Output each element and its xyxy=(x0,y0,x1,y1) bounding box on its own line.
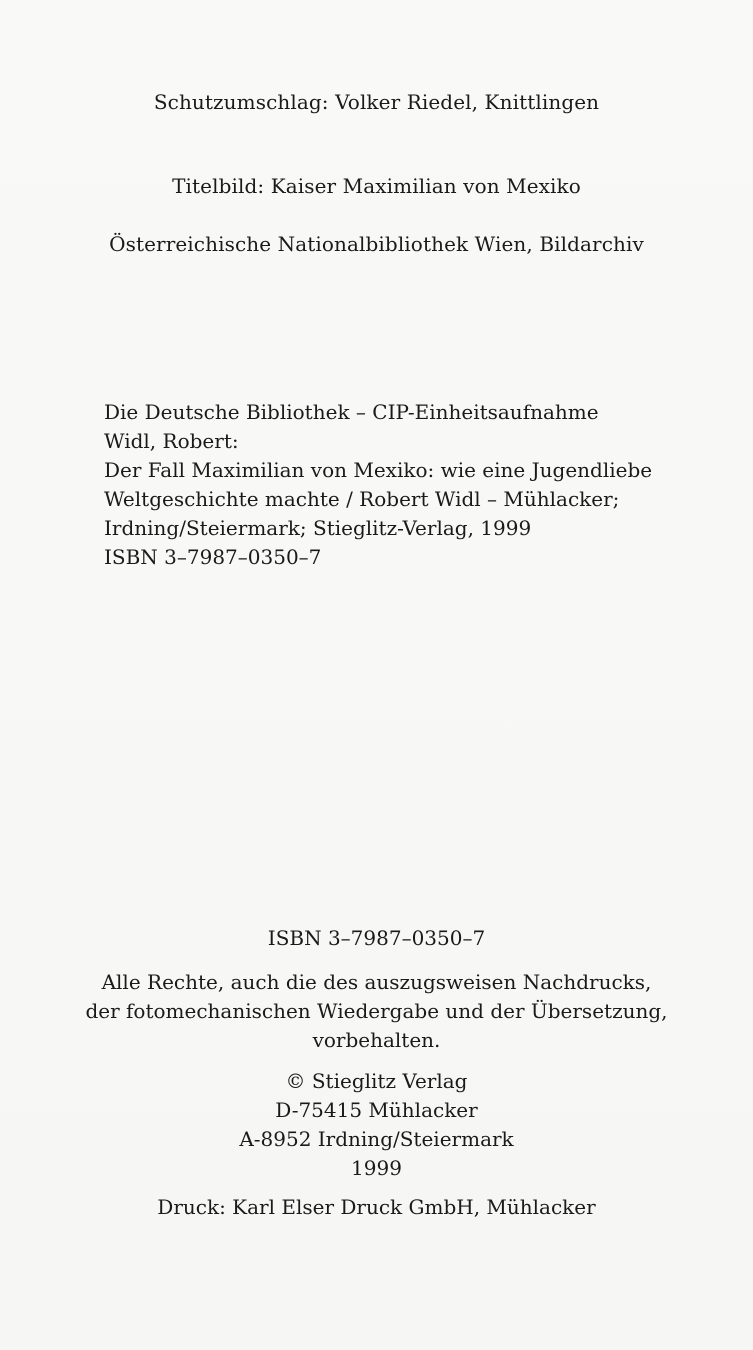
year: 1999 xyxy=(351,1156,402,1180)
address-germany: D-75415 Mühlacker xyxy=(275,1098,478,1122)
rights-line: der fotomechanischen Wiedergabe und der Übersetzung, xyxy=(85,999,668,1023)
cover-credit: Schutzumschlag: Volker Riedel, Knittlingen xyxy=(153,90,600,114)
printer: Druck: Karl Elser Druck GmbH, Mühlacker xyxy=(157,1195,596,1219)
cip-line: ISBN 3–7987–0350–7 xyxy=(104,545,322,569)
rights-line: vorbehalten. xyxy=(312,1028,441,1052)
address-austria: A-8952 Irdning/Steiermark xyxy=(239,1127,514,1151)
rights-line: Alle Rechte, auch die des auszugsweisen Nachdrucks, xyxy=(101,970,652,994)
copyright: © Stieglitz Verlag xyxy=(285,1069,468,1093)
image-source-credit: Österreichische Nationalbibliothek Wien, Bildarchiv xyxy=(109,232,644,256)
cip-line: Die Deutsche Bibliothek – CIP-Einheitsaufnahme xyxy=(104,400,599,424)
isbn: ISBN 3–7987–0350–7 xyxy=(267,926,486,950)
cip-line: Irdning/Steiermark; Stieglitz-Verlag, 1999 xyxy=(104,516,532,540)
title-image-credit: Titelbild: Kaiser Maximilian von Mexiko xyxy=(172,174,581,198)
cip-line: Weltgeschichte machte / Robert Widl – Mühlacker; xyxy=(104,487,620,511)
cip-line: Widl, Robert: xyxy=(104,429,239,453)
cip-line: Der Fall Maximilian von Mexiko: wie eine Jugendliebe xyxy=(104,458,653,482)
